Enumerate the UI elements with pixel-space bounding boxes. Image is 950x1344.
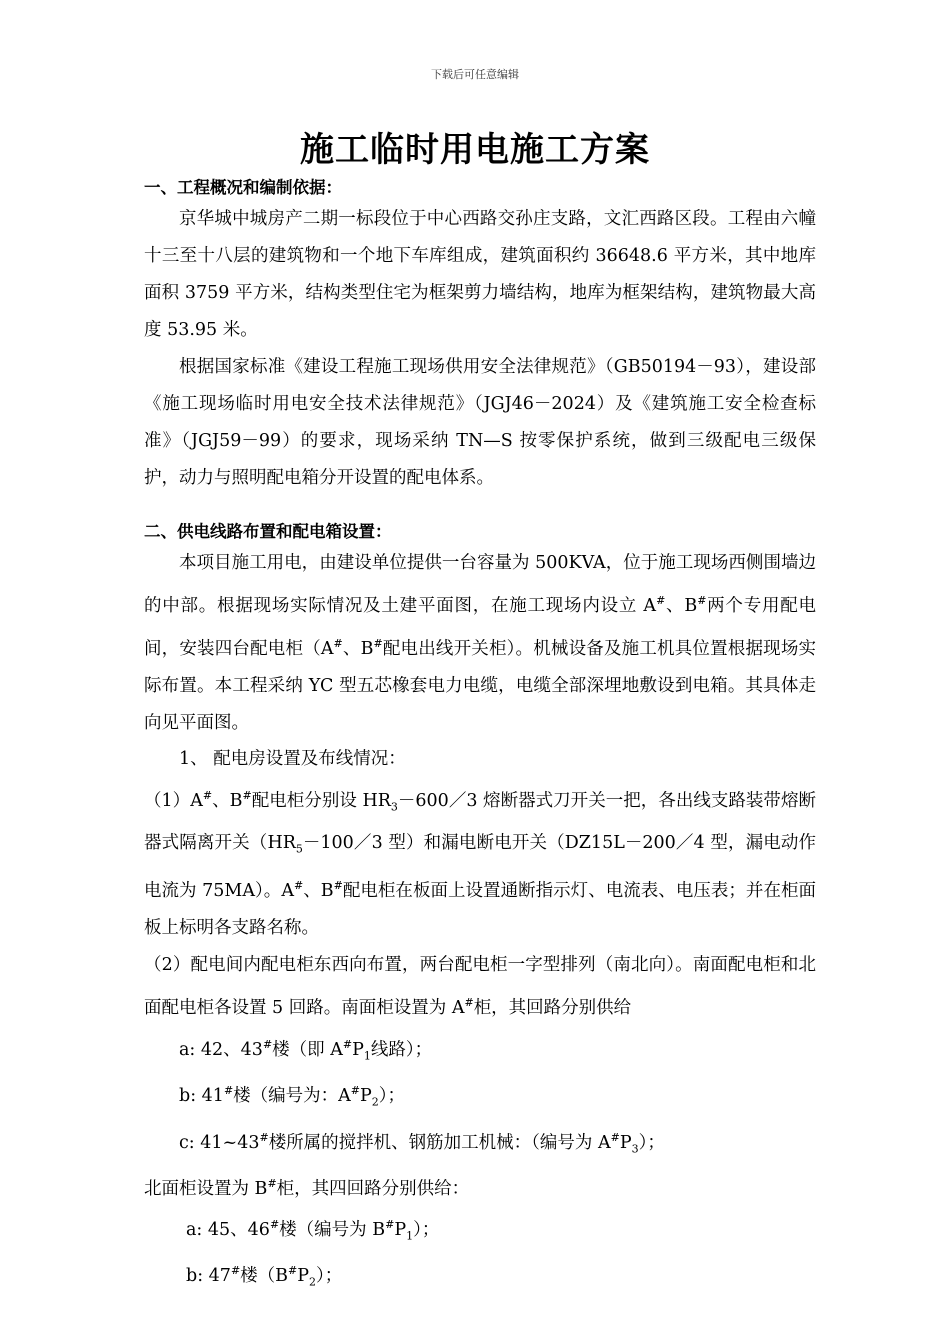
list-item: a: 42、43#楼（即 $A^{\#}P_1$线路）； (179, 1038, 433, 1063)
section-1-paragraph-1: 京华城中城房产二期一标段位于中心西路交孙庄支路，文汇西路区段。工程由六幢十三至十八层的建筑物和一个地下车库组成，建筑面积约 36648.6 平方米，其中地库面积 3759 平方米，结构类型住宅为框架剪力墙结构，地库为框架结构，建筑物最大高度 53.95 米。 (144, 209, 816, 340)
point-2-paragraph: （2）配电间内配电柜东西向布置，两台配电柜一字型排列（南北向）。南面配电柜和北面配电柜各设置 5 回路。南面柜设置为 A#柜，其回路分别供给 (144, 955, 816, 1019)
header-note: 下载后可任意编辑 (431, 68, 519, 81)
section-2-paragraph-1: 本项目施工用电，由建设单位提供一台容量为 500KVA，位于施工现场西侧围墙边的中部。根据现场实际情况及土建平面图，在施工现场内设立 A#、B#两个专用配电间，安装四台配电柜（A#、B#配电出线开关柜）。机械设备及施工机具位置根据现场实际布置。本工程采纳 YC 型五芯橡套电力电缆，电缆全部深埋地敷设到电箱。其具体走向见平面图。 (144, 553, 816, 733)
list-item: b: 47#楼$(B^{\#}P_2)$； (186, 1264, 343, 1289)
document-title: 施工临时用电施工方案 (300, 130, 650, 170)
section-2-heading: 二、供电线路布置和配电箱设置： (144, 522, 392, 541)
north-cabinet-intro: 北面柜设置为 B#柜，其四回路分别供给： (144, 1177, 470, 1199)
point-1-paragraph: （1）A#、B#配电柜分别设 $HR_3-600/3$ 熔断器式刀开关一把，各出线支路装带熔断器式隔离开关（$HR_5-100/3$ 型）和漏电断电开关（DZ15L－200／4 型，漏电动作电流为 75MA）。A#、B#配电柜在板面上设置通断指示灯、电流表、电压表；并在柜面板上标明各支路名称。 (144, 788, 817, 939)
section-1-paragraph-2: 根据国家标准《建设工程施工现场供用安全法律规范》（GB50194－93），建设部《施工现场临时用电安全技术法律规范》（JGJ46－2024）及《建筑施工安全检查标准》（JGJ59－99）的要求，现场采纳 TN—S 按零保护系统，做到三级配电三级保护，动力与照明配电箱分开设置的配电体系。 (144, 357, 816, 488)
section-1-heading: 一、工程概况和编制依据： (144, 178, 342, 197)
subsection-1-heading: 1、 配电房设置及布线情况： (179, 748, 406, 769)
document-body (144, 175, 816, 1300)
list-item: a: 45、46#楼（编号为 $B^{\#}P_1$）； (186, 1217, 440, 1243)
list-item: b: 41#楼（编号为：$A^{\#}P_2$）； (179, 1084, 406, 1109)
list-item: c: 41~43#楼所属的搅拌机、钢筋加工机械：（编号为 $A^{\#}P_3$）； (179, 1130, 665, 1156)
